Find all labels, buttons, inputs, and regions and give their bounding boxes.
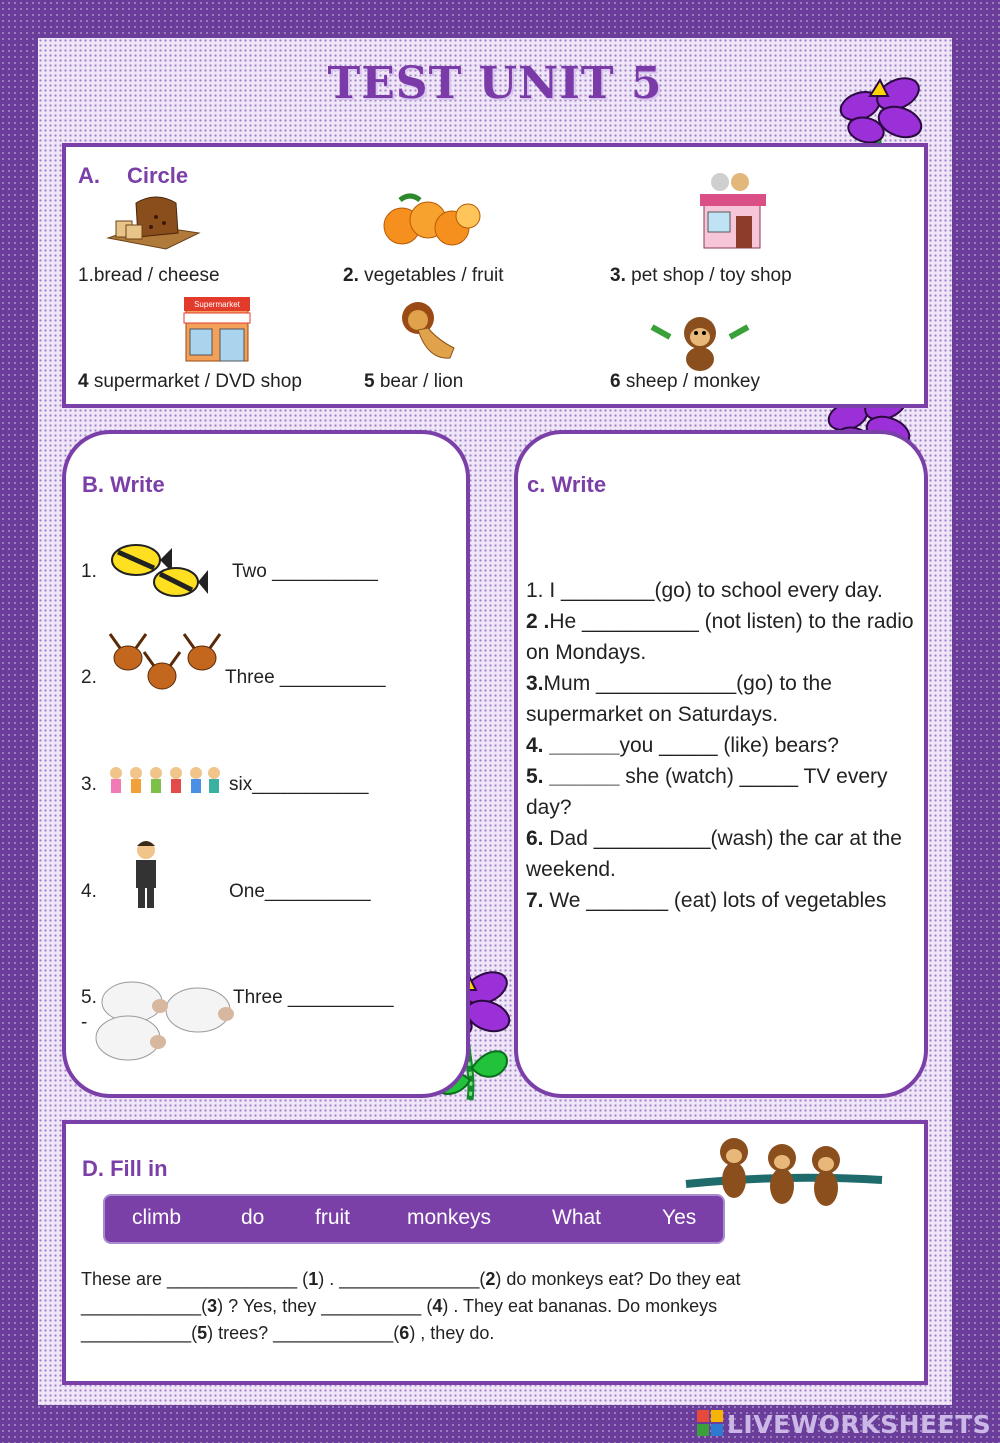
item-a6: 6 sheep / monkey: [610, 371, 760, 392]
d-line-3: ___________(5) trees? ____________(6) , they do.: [81, 1323, 495, 1343]
item-b5-num: 5.: [81, 987, 97, 1008]
section-c-heading: c. Write: [527, 472, 607, 497]
item-b3-text: six___________: [229, 774, 369, 795]
word-do: do: [241, 1206, 265, 1229]
item-a3: 3. pet shop / toy shop: [610, 265, 792, 286]
oranges-icon: [380, 192, 482, 250]
word-bank: [105, 1196, 723, 1242]
c-line-3: 3.Mum ____________(go) to the supermarket on Saturdays.: [526, 672, 832, 726]
item-a4: 4 supermarket / DVD shop: [78, 371, 302, 392]
stray-dash: -: [81, 1012, 88, 1033]
item-b2-text: Three __________: [225, 667, 386, 688]
item-b3-num: 3.: [81, 774, 97, 795]
item-b1-num: 1.: [81, 561, 97, 582]
man-icon: [130, 840, 162, 910]
lion-icon: [398, 300, 456, 362]
item-a1: 1.bread / cheese: [78, 265, 220, 286]
item-a5: 5 bear / lion: [364, 371, 464, 392]
item-b5-text: Three __________: [233, 987, 394, 1008]
item-a2: 2. vegetables / fruit: [343, 265, 504, 286]
section-d-heading: D. Fill in: [82, 1156, 168, 1181]
word-what: What: [552, 1206, 602, 1229]
d-line-1: These are _____________ (1) . ______________(2) do monkeys eat? Do they eat: [81, 1269, 741, 1289]
c-line-1: 1. I ________(go) to school every day.: [526, 579, 883, 602]
watermark: [697, 1406, 997, 1440]
bread-icon: [106, 193, 201, 253]
section-a-heading: Circle: [127, 163, 189, 188]
supermarket-icon: [182, 295, 252, 363]
supermarket-sign: Supermarket: [194, 300, 240, 309]
liveworksheets-logo-icon: [697, 1410, 723, 1436]
c-line-5: 5. ______ she (watch) _____ TV every day?: [526, 765, 888, 819]
watermark-text: LIVEWORKSHEETS: [727, 1410, 992, 1439]
page-title: TEST UNIT 5: [327, 58, 663, 109]
word-fruit: fruit: [315, 1206, 351, 1229]
d-line-2: ____________(3) ? Yes, they __________ (4) . They eat bananas. Do monkeys: [81, 1296, 718, 1316]
deer-icon: [92, 630, 240, 700]
pet-shop-icon: [698, 170, 768, 250]
word-climb: climb: [132, 1206, 182, 1229]
fill-in-paragraph: [81, 1266, 901, 1347]
sheep-icon: [92, 976, 234, 1064]
fish-icon: [106, 540, 210, 604]
section-b-heading: B. Write: [82, 472, 165, 497]
monkey-icon: [650, 313, 750, 373]
children-icon: [106, 765, 224, 803]
word-yes: Yes: [662, 1206, 697, 1229]
item-b4-num: 4.: [81, 881, 97, 902]
item-b2-num: 2.: [81, 667, 97, 688]
word-monkeys: monkeys: [407, 1206, 492, 1229]
item-b1-text: Two __________: [232, 561, 378, 582]
item-b4-text: One__________: [229, 881, 371, 902]
section-c-sentences: [526, 575, 916, 916]
section-a-letter: A.: [78, 163, 100, 188]
c-line-6: 6. Dad __________(wash) the car at the weekend.: [526, 827, 902, 881]
c-line-2: 2 .He __________ (not listen) to the radio on Mondays.: [526, 610, 914, 664]
c-line-7: 7. We _______ (eat) lots of vegetables: [526, 889, 887, 912]
c-line-4: 4. ______you _____ (like) bears?: [526, 734, 839, 757]
